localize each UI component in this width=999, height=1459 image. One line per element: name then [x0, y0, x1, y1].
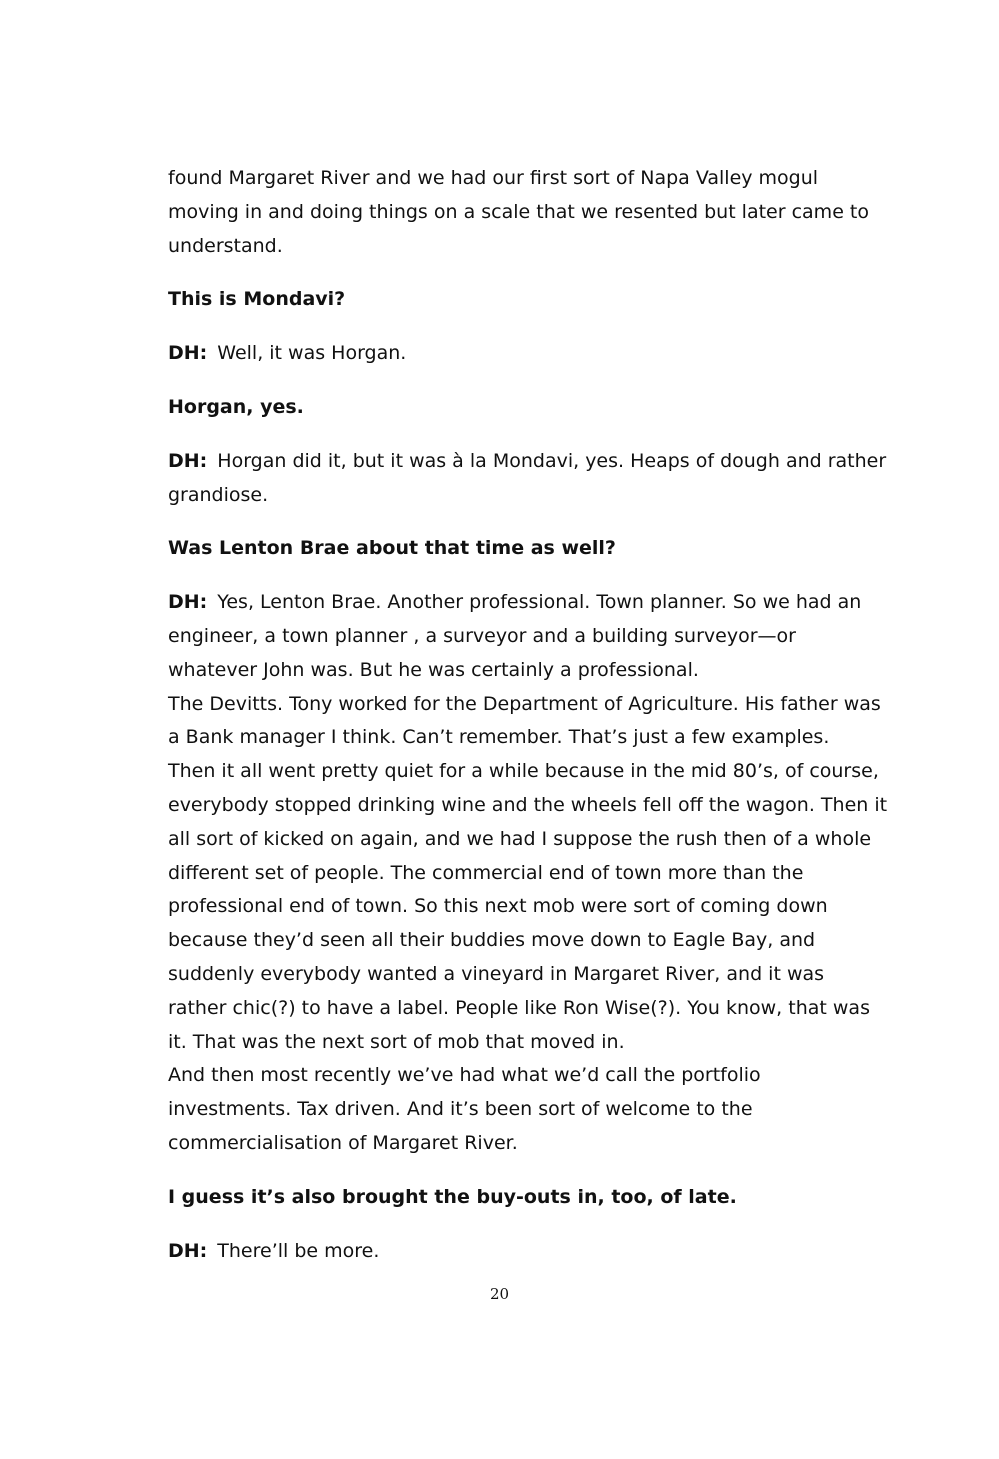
- continuation-paragraph: [168, 1059, 888, 1160]
- question-paragraph: [168, 391, 888, 425]
- answer-text: Well, it was Horgan.: [217, 342, 407, 365]
- paragraph-text: Then it all went pretty quiet for a while because in the mid 80’s, of course, everybody stopped drinking wine and the wheels fell off the wagon. Then it all sort of kicked on again, and we had I suppose the rush then of a whole different set of people. The commercial end of town more than the professional end of town. So this next mob were sort of coming down because they’d seen all their buddies move down to Eagle Bay, and suddenly everybody wanted a vineyard in Margaret River, and it was rather chic(?) to have a label. People like Ron Wise(?). You know, that was it. That was the next sort of mob that moved in.: [168, 760, 888, 1053]
- continuation-paragraph: [168, 688, 888, 756]
- answer-paragraph: [168, 337, 888, 371]
- transcript-body: [168, 162, 888, 1268]
- paragraph-text: found Margaret River and we had our first sort of Napa Valley mogul moving in and doing things on a scale that we resented but later came to understand.: [168, 167, 869, 257]
- answer-text: Yes, Lenton Brae. Another professional. Town planner. So we had an engineer, a town planner , a surveyor and a building surveyor—or whatever John was. But he was certainly a professional.: [168, 591, 862, 681]
- question-text: Horgan, yes.: [168, 395, 304, 418]
- paragraph-text: The Devitts. Tony worked for the Department of Agriculture. His father was a Bank manager I think. Can’t remember. That’s just a few examples.: [168, 692, 881, 749]
- answer-text: There’ll be more.: [217, 1239, 380, 1262]
- continuation-paragraph: [168, 755, 888, 1059]
- answer-text: Horgan did it, but it was à la Mondavi, yes. Heaps of dough and rather grandiose.: [168, 449, 887, 506]
- paragraph-text: And then most recently we’ve had what we’d call the portfolio investments. Tax driven. And it’s been sort of welcome to the commercialisation of Margaret River.: [168, 1064, 761, 1154]
- paragraph-intro: [168, 162, 888, 263]
- speaker-label: DH:: [168, 342, 208, 365]
- speaker-label: DH:: [168, 449, 208, 472]
- question-text: I guess it’s also brought the buy-outs in, too, of late.: [168, 1185, 737, 1208]
- question-text: Was Lenton Brae about that time as well?: [168, 537, 616, 560]
- question-text: This is Mondavi?: [168, 288, 346, 311]
- speaker-label: DH:: [168, 591, 208, 614]
- question-paragraph: [168, 532, 888, 566]
- question-paragraph: [168, 1181, 888, 1215]
- answer-paragraph: [168, 1235, 888, 1269]
- answer-paragraph: [168, 445, 888, 513]
- speaker-label: DH:: [168, 1239, 208, 1262]
- page-number: 20: [489, 1285, 510, 1303]
- answer-paragraph: [168, 586, 888, 687]
- question-paragraph: [168, 283, 888, 317]
